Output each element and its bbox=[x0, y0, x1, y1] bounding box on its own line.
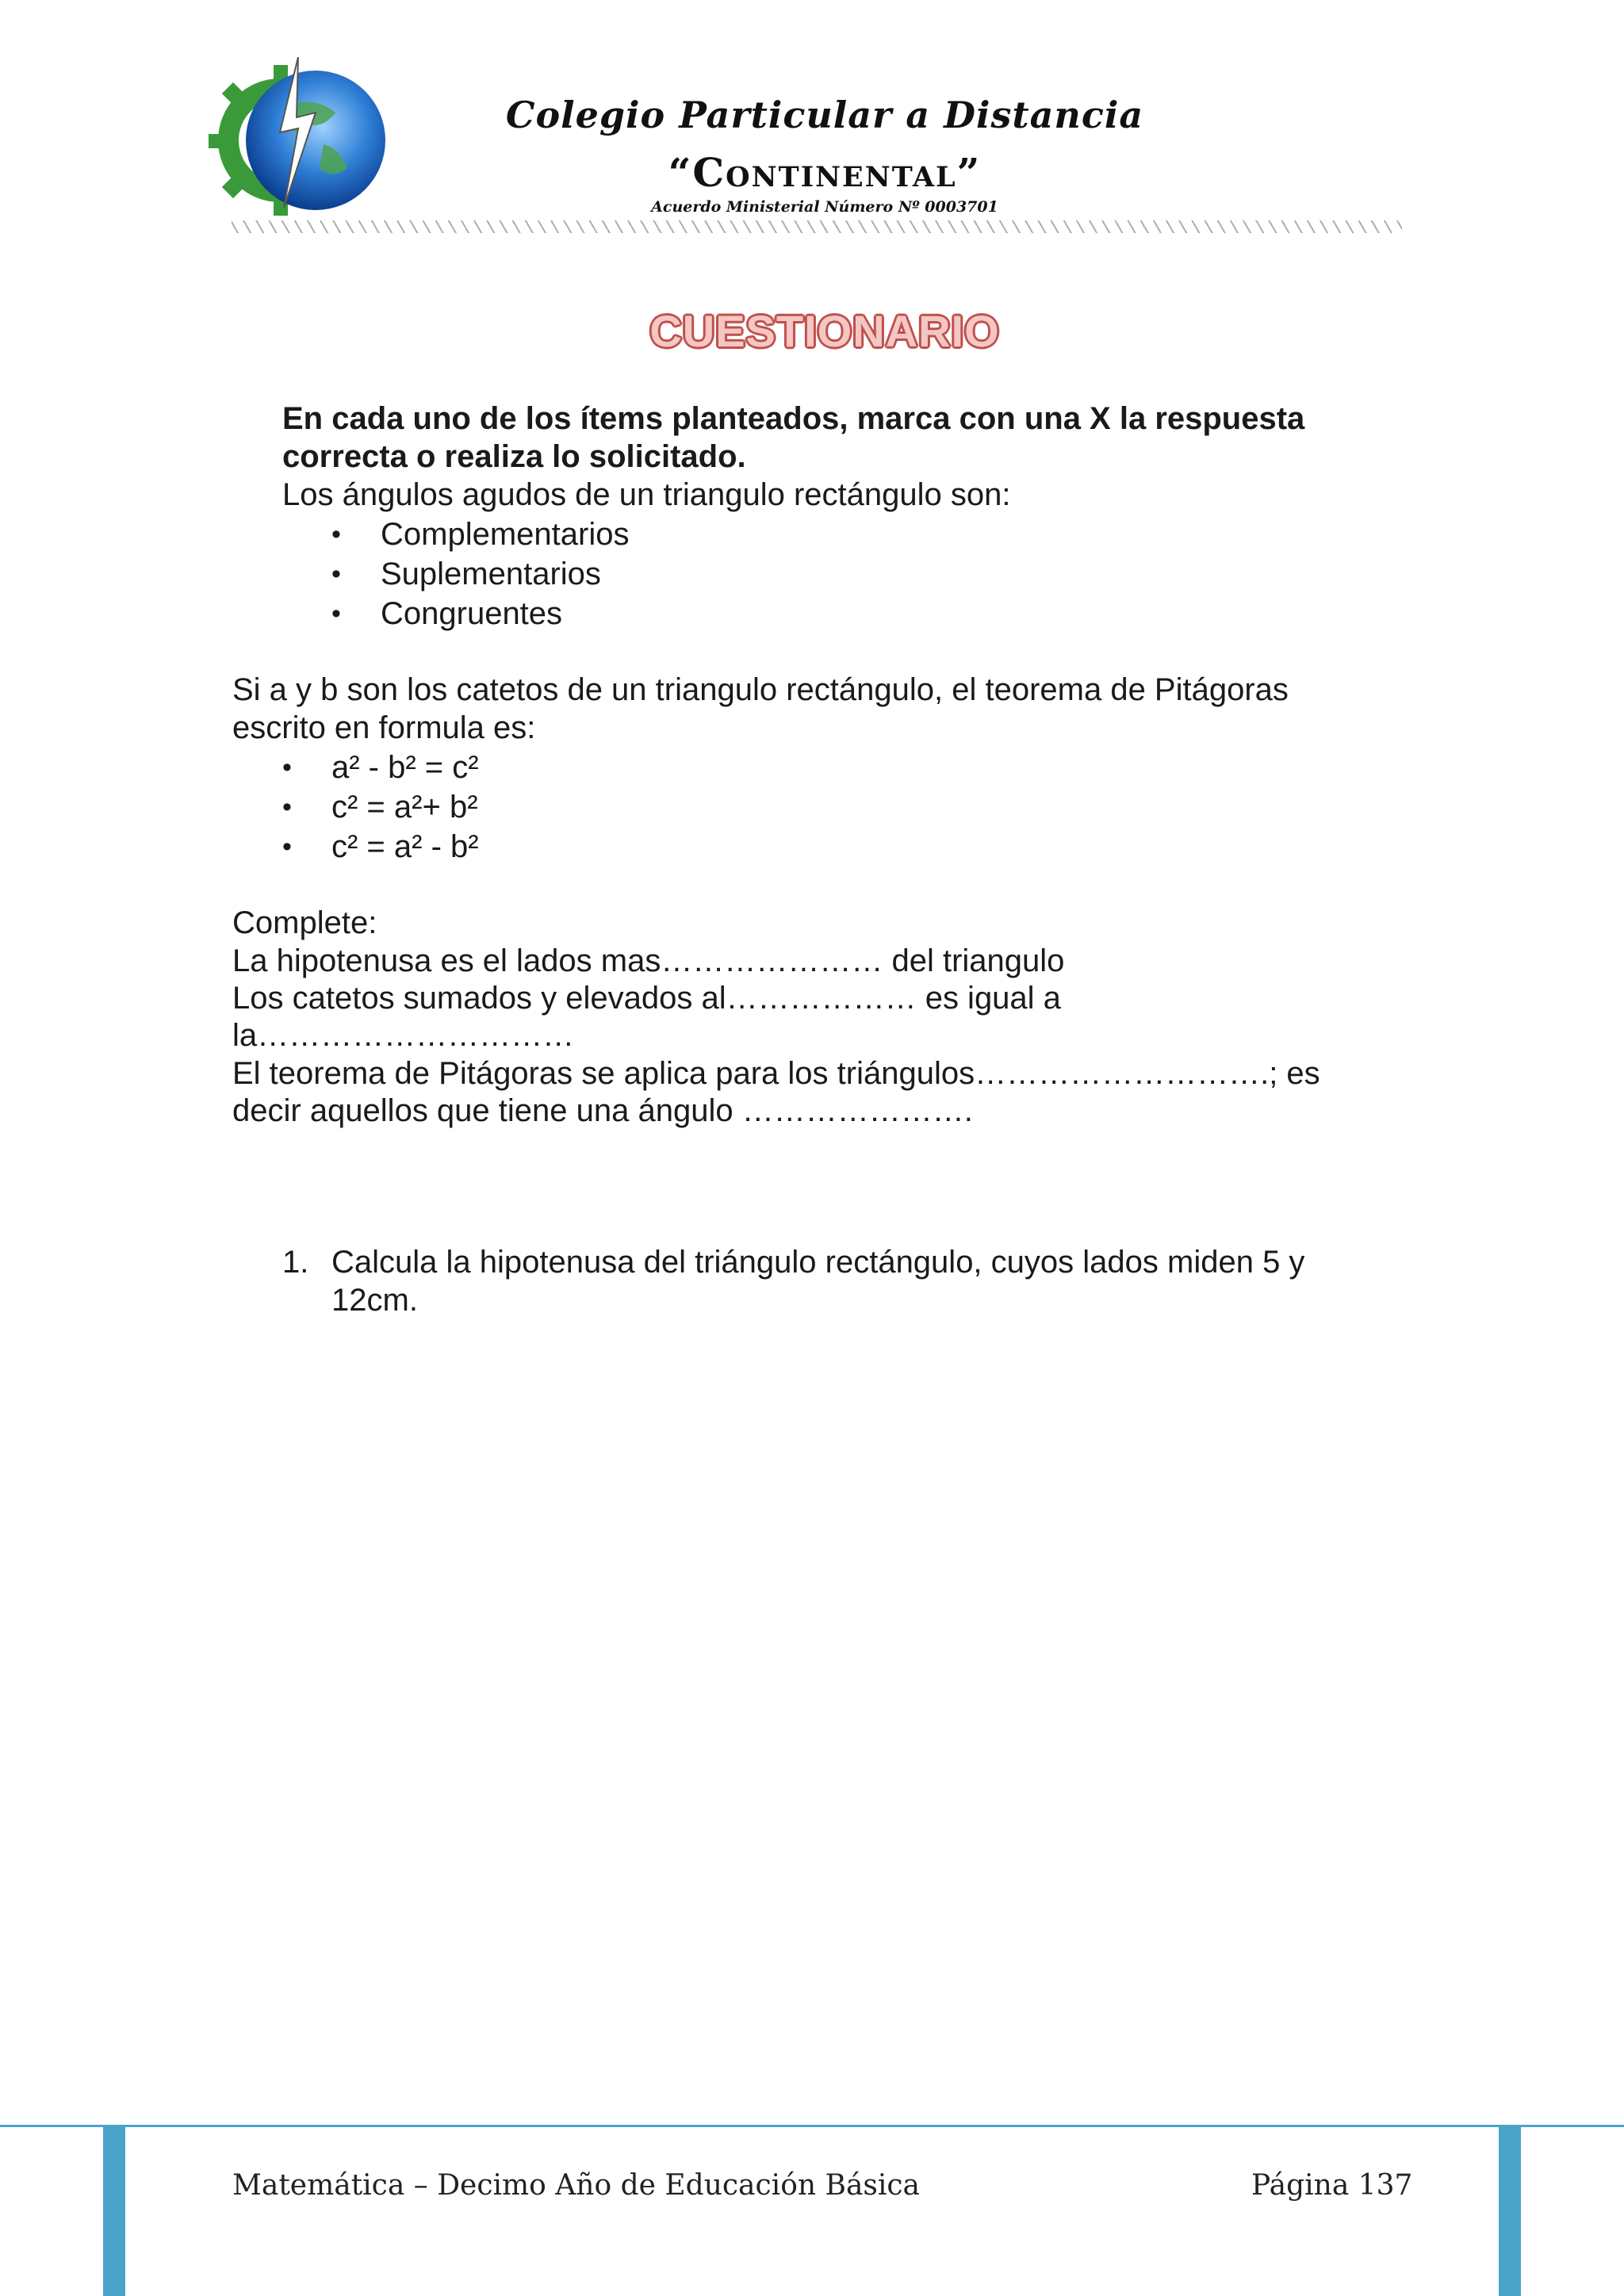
question-1-option: Complementarios bbox=[381, 517, 630, 552]
complete-line: decir aquellos que tiene una ángulo …………………. bbox=[232, 1093, 973, 1128]
bullet-icon: • bbox=[282, 752, 292, 783]
complete-line: Los catetos sumados y elevados al……………… es igual a bbox=[232, 981, 1061, 1016]
complete-line: La hipotenusa es el lados mas………………… del triangulo bbox=[232, 943, 1065, 978]
school-name: Colegio Particular a Distancia bbox=[505, 94, 1144, 136]
question-1-text: Los ángulos agudos de un triangulo rectángulo son: bbox=[282, 477, 1011, 512]
ministerial-agreement: Acuerdo Ministerial Número Nº 0003701 bbox=[651, 198, 998, 216]
instructions-line-1: En cada uno de los ítems planteados, marca con una X la respuesta bbox=[282, 401, 1305, 436]
footer-divider bbox=[0, 2125, 1624, 2127]
complete-label: Complete: bbox=[232, 905, 377, 940]
bullet-icon: • bbox=[331, 559, 341, 589]
exercise-line-1: Calcula la hipotenusa del triángulo rectángulo, cuyos lados miden 5 y bbox=[331, 1245, 1305, 1280]
exercise-line-2: 12cm. bbox=[331, 1283, 418, 1318]
question-2-option: c² = a² - b² bbox=[331, 829, 479, 864]
school-logo-icon bbox=[205, 57, 395, 224]
question-1-option: Suplementarios bbox=[381, 557, 601, 591]
question-2-option: c² = a²+ b² bbox=[331, 790, 478, 825]
header-divider bbox=[232, 220, 1402, 233]
question-2-line-2: escrito en formula es: bbox=[232, 710, 536, 745]
instructions-line-2: correcta o realiza lo solicitado. bbox=[282, 439, 746, 474]
footer-course: Matemática – Decimo Año de Educación Básica bbox=[232, 2169, 921, 2202]
bullet-icon: • bbox=[282, 792, 292, 822]
page-number: Página 137 bbox=[1251, 2169, 1413, 2202]
page-title: CUESTIONARIO bbox=[649, 306, 1000, 356]
complete-line: El teorema de Pitágoras se aplica para los triángulos……………………….; es bbox=[232, 1056, 1320, 1091]
bullet-icon: • bbox=[331, 599, 341, 629]
question-1-option: Congruentes bbox=[381, 596, 563, 631]
footer-accent-left bbox=[103, 2127, 125, 2296]
exercise-number: 1. bbox=[282, 1245, 309, 1280]
question-2-line-1: Si a y b son los catetos de un triangulo rectángulo, el teorema de Pitágoras bbox=[232, 672, 1289, 707]
bullet-icon: • bbox=[331, 519, 341, 549]
bullet-icon: • bbox=[282, 832, 292, 862]
question-2-option: a² - b² = c² bbox=[331, 750, 479, 785]
school-subtitle: “Continental” bbox=[668, 149, 982, 196]
complete-line: la………………………… bbox=[232, 1018, 575, 1053]
footer-accent-right bbox=[1499, 2127, 1521, 2296]
